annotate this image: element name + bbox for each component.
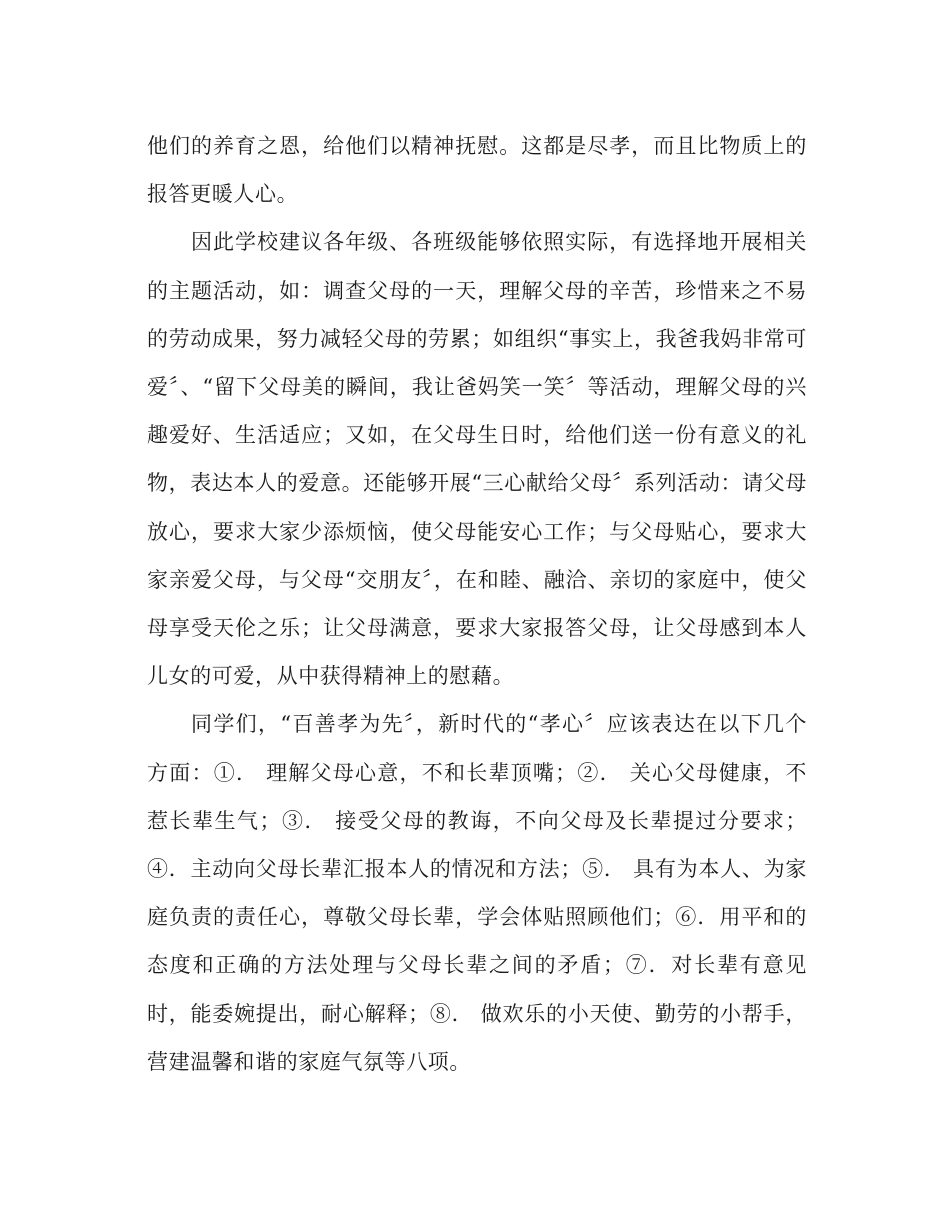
paragraph-continuation: 他们的养育之恩，给他们以精神抚慰。这都是尽孝，而且比物质上的报答更暖人心。 bbox=[147, 134, 807, 207]
document-body bbox=[147, 122, 807, 1086]
paragraph-school-suggestion: 因此学校建议各年级、各班级能够依照实际，有选择地开展相关的主题活动，如：调查父母的一天，理解父母的辛苦，珍惜来之不易的劳动成果，努力减轻父母的劳累；如组织“事实上，我爸我妈非常可爱〞、“留下父母美的瞬间，我让爸妈笑一笑〞等活动，理解父母的兴趣爱好、生活适应；又如，在父母生日时，给他们送一份有意义的礼物，表达本人的爱意。还能够开展“三心献给父母〞系列活动：请父母放心，要求大家少添烦恼，使父母能安心工作；与父母贴心，要求大家亲爱父母，与父母“交朋友〞，在和睦、融洽、亲切的家庭中，使父母享受天伦之乐；让父母满意，要求大家报答父母，让父母感到本人儿女的可爱，从中获得精神上的慰藉。 bbox=[147, 230, 807, 689]
paragraph-filial-piety-items: 同学们，“百善孝为先〞，新时代的“孝心〞应该表达在以下几个方面：①． 理解父母心意，不和长辈顶嘴；②． 关心父母健康，不惹长辈生气；③． 接受父母的教诲，不向父母及长辈提过分要求；④．主动向父母长辈汇报本人的情况和方法；⑤． 具有为本人、为家庭负责的责任心，尊敬父母长辈，学会体贴照顾他们；⑥．用平和的态度和正确的方法处理与父母长辈之间的矛盾；⑦．对长辈有意见时，能委婉提出，耐心解释；⑧． 做欢乐的小天使、勤劳的小帮手，营建温馨和谐的家庭气氛等八项。 bbox=[147, 712, 807, 1074]
